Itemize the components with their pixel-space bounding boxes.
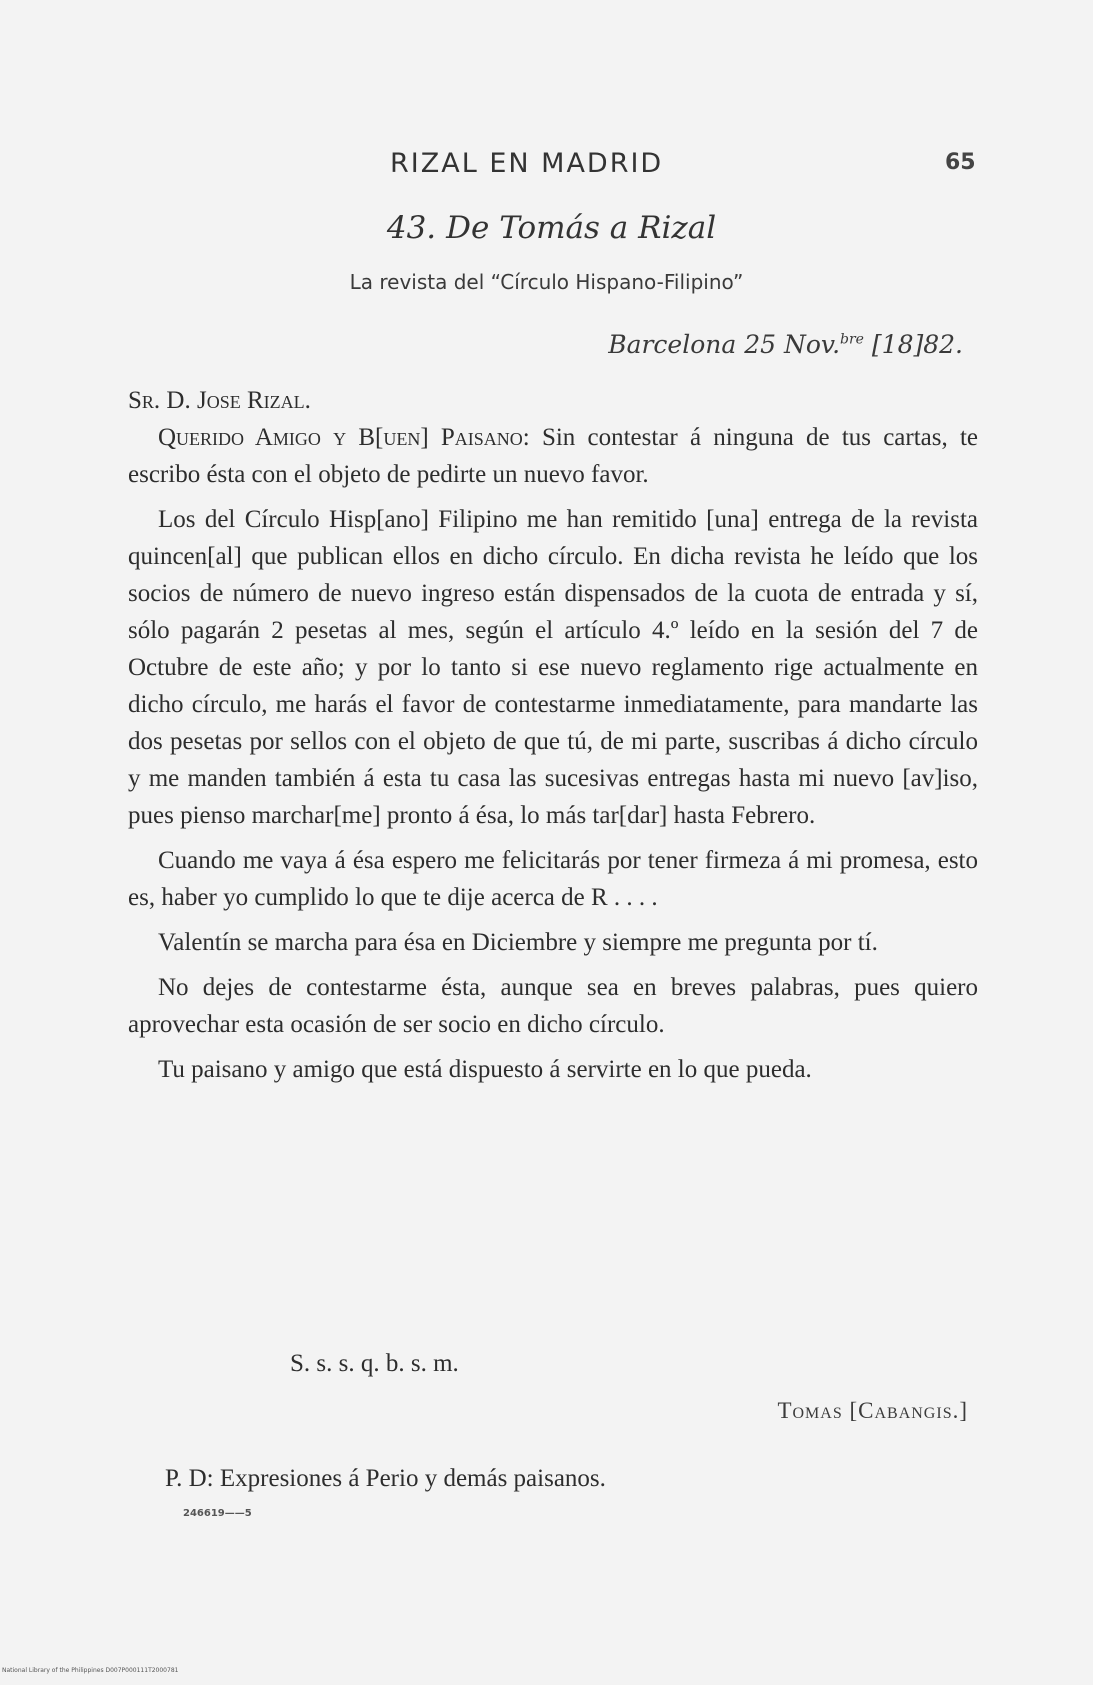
- paragraph-3: Cuando me vaya á ésa espero me felicitarás por tener firmeza á mi promesa, esto es, haber yo cumplido lo que te dije acerca de R . . . .: [128, 847, 978, 911]
- paragraph-5: No dejes de contestarme ésta, aunque sea en breves palabras, pues quiero aprovechar esta ocasión de ser socio en dicho círculo.: [128, 974, 978, 1038]
- signature: Tomas [Cabangis.]: [777, 1398, 968, 1423]
- date-place: Barcelona 25 Nov.: [608, 330, 841, 359]
- date-year: [18]82.: [863, 330, 963, 359]
- letter-title: [0, 210, 1093, 246]
- letter-subtitle: La revista del “Círculo Hispano-Filipino”: [349, 270, 744, 294]
- salutation: Querido Amigo y B[uen] Paisano:: [158, 424, 530, 451]
- running-header: [0, 148, 1093, 188]
- paragraph-6: Tu paisano y amigo que está dispuesto á servirte en lo que pueda.: [158, 1056, 812, 1083]
- addressee-text: Sr. D. Jose Rizal.: [128, 387, 311, 414]
- addressee: [128, 382, 978, 419]
- closing-formula: S. s. s. q. b. s. m.: [290, 1350, 459, 1377]
- letter-title-text: De Tomás a Rizal: [446, 210, 717, 246]
- letter-number: 43.: [386, 210, 437, 246]
- paragraph-1-text: Sin contestar á ninguna de tus cartas, te escribo ésta con el objeto de pedirte un nuevo favor.: [128, 424, 978, 488]
- letter-body: [128, 382, 978, 1088]
- dateline: [608, 330, 963, 359]
- paragraph-1: [128, 419, 978, 493]
- paragraph-2: Los del Círculo Hisp[ano] Filipino me han remitido [una] entrega de la revista quincen[al] que publican ellos en dicho círculo. En dicha revista he leído que los socios de número de nuevo ingreso están dispensados de la cuota de entrada y sí, sólo pagarán 2 pesetas al mes, según el artículo 4.º leído en la sesión del 7 de Octubre de este año; y por lo tanto si ese nuevo reglamento rige actualmente en dicho círculo, me harás el favor de contestarme inmediatamente, para mandarte las dos pesetas por sellos con el objeto de que tú, de mi parte, suscribas á dicho círculo y me manden también á esta tu casa las sucesivas entregas hasta mi nuevo [av]iso, pues pienso marchar[me] pronto á ésa, lo más tar[dar] hasta Febrero.: [128, 506, 978, 829]
- page-number: 65: [945, 150, 976, 175]
- paragraph-4: Valentín se marcha para ésa en Diciembre y siempre me pregunta por tí.: [158, 929, 878, 956]
- printer-mark: 246619——5: [183, 1508, 252, 1519]
- running-title: RIZAL EN MADRID: [390, 148, 664, 179]
- postscript: P. D: Expresiones á Perio y demás paisanos.: [165, 1465, 606, 1492]
- date-superscript: bre: [840, 331, 864, 348]
- scan-footer: National Library of the Philippines D007P000111T2000781: [2, 1667, 179, 1674]
